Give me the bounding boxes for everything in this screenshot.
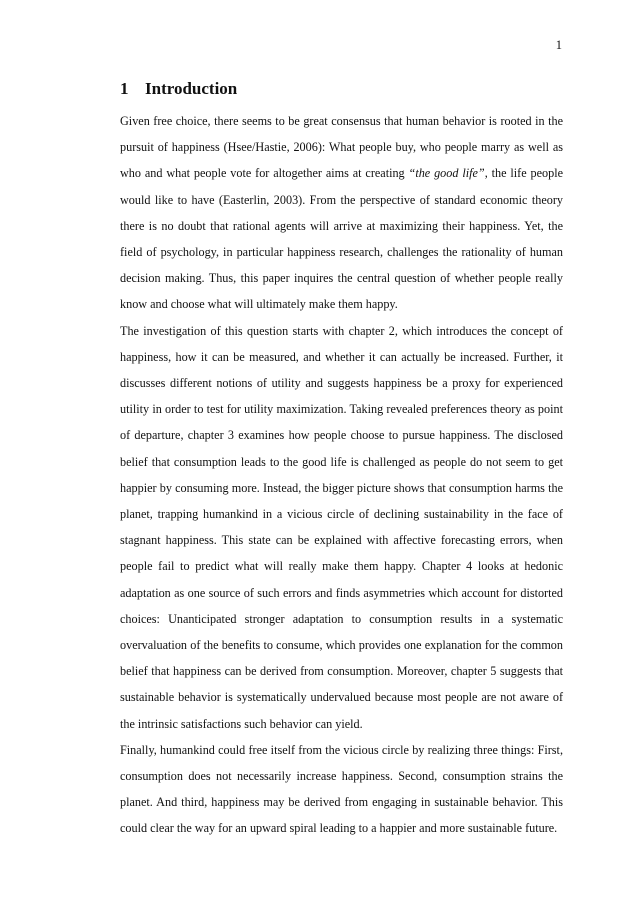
- page-number: 1: [555, 38, 562, 52]
- section-title: Introduction: [145, 79, 238, 98]
- good-life-quote: “the good life”: [408, 166, 485, 181]
- section-number: 1: [120, 79, 129, 98]
- paragraph-1-text-before: Given free choice, there seems to be great consensus that human behavior is rooted in the pursuit of happiness (Hsee/Hastie, 2006): What people buy, who people marry as well as who and what people vote for altogether aims at creating: [120, 114, 563, 181]
- paragraph-2: The investigation of this question starts with chapter 2, which introduces the concept of happiness, how it can be measured, and whether it can actually be increased. Further, it discusses different notions of utility and suggests happiness be a proxy for experienced utility in order to test for utility maximization. Taking revealed preferences theory as point of departure, chapter 3 examines how people choose to pursue happiness. The disclosed belief that consumption leads to the good life is challenged as people do not seem to get happier by consuming more. Instead, the bigger picture shows that consumption harms the planet, trapping humankind in a vicious circle of declining sustainability in the face of stagnant happiness. This state can be explained with affective forecasting errors, when people fail to predict what will really make them happy. Chapter 4 looks at hedonic adaptation as one source of such errors and finds asymmetries which account for distorted choices: Unanticipated stronger adaptation to consumption results in a systematic overvaluation of the benefits to consume, which provides one explanation for the common belief that happiness can be derived from consumption. Moreover, chapter 5 suggests that sustainable behavior is systematically undervalued because most people are not aware of the intrinsic satisfactions such behavior can yield.: [120, 323, 563, 731]
- section-heading: [120, 76, 563, 101]
- paragraph-3: Finally, humankind could free itself from the vicious circle by realizing three things: First, consumption does not necessarily increase happiness. Second, consumption strains the planet. And third, happiness may be derived from engaging in sustainable behavior. This could clear the way for an upward spiral leading to a happier and more sustainable future.: [120, 742, 563, 836]
- page-content: [120, 76, 563, 842]
- paragraph-1-text-after: , the life people would like to have (Easterlin, 2003). From the perspective of standard economic theory there is no doubt that rational agents will arrive at maximizing their happiness. Yet, the field of psychology, in particular happiness research, challenges the rationality of human decision making. Thus, this paper inquires the central question of whether people really know and choose what will ultimately make them happy.: [120, 166, 564, 312]
- paragraph-1: [120, 108, 563, 318]
